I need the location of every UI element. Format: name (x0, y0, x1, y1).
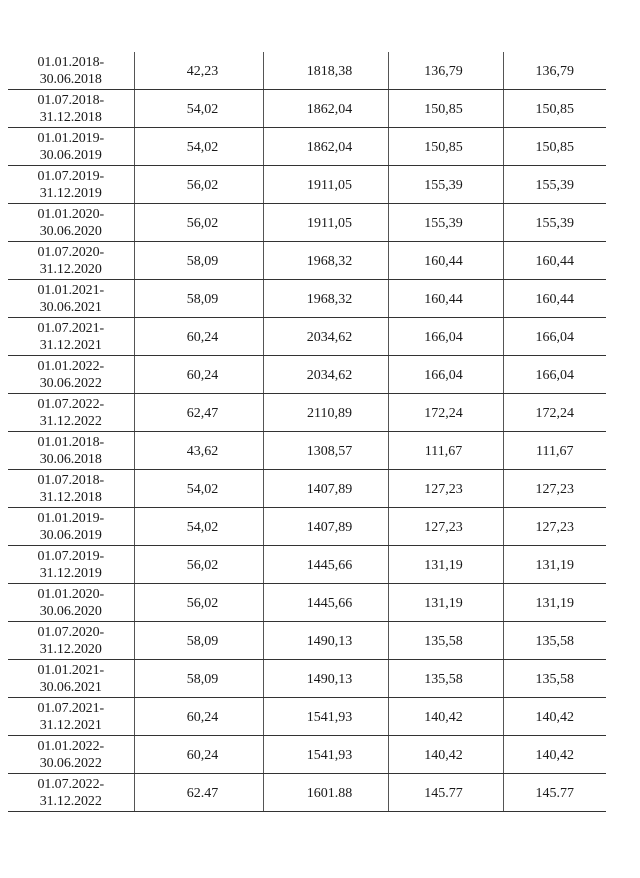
period-start: 01.01.2022- (37, 738, 105, 754)
value-text: 150,85 (535, 101, 574, 117)
table-row (8, 774, 606, 812)
value-text: 155,39 (535, 177, 574, 193)
period-start: 01.01.2021- (37, 662, 105, 678)
table-row (8, 584, 606, 622)
value-cell (134, 774, 263, 812)
value-text: 1541,93 (306, 747, 353, 763)
period-end: 30.06.2018 (39, 451, 102, 467)
value-text: 56,02 (186, 595, 219, 611)
value-text: 1601.88 (306, 785, 353, 801)
table-row (8, 432, 606, 470)
value-cell (503, 128, 606, 166)
period-start: 01.01.2019- (37, 130, 105, 146)
value-text: 62.47 (186, 785, 219, 801)
period-end: 31.12.2019 (39, 185, 102, 201)
value-text: 166,04 (424, 329, 463, 345)
period-start: 01.07.2022- (37, 776, 105, 792)
table-row (8, 698, 606, 736)
value-cell (388, 622, 503, 660)
document-page (8, 52, 606, 812)
value-cell (134, 470, 263, 508)
period-end: 30.06.2020 (39, 223, 102, 239)
value-cell (503, 166, 606, 204)
value-cell (388, 546, 503, 584)
period-start: 01.07.2022- (37, 396, 105, 412)
period-start: 01.01.2020- (37, 206, 105, 222)
period-cell (8, 280, 134, 318)
value-cell (134, 204, 263, 242)
period-start: 01.01.2018- (37, 54, 105, 70)
value-text: 54,02 (186, 139, 219, 155)
table-row (8, 546, 606, 584)
value-text: 56,02 (186, 215, 219, 231)
value-cell (134, 660, 263, 698)
table-row (8, 736, 606, 774)
period-cell (8, 698, 134, 736)
value-text: 58,09 (186, 291, 219, 307)
period-end: 30.06.2019 (39, 527, 102, 543)
value-text: 2034,62 (306, 367, 353, 383)
value-cell (503, 432, 606, 470)
value-cell (503, 508, 606, 546)
value-cell (134, 736, 263, 774)
value-cell (134, 128, 263, 166)
period-end: 31.12.2022 (39, 793, 102, 809)
value-cell (388, 584, 503, 622)
value-cell (134, 584, 263, 622)
period-cell (8, 546, 134, 584)
table-row (8, 318, 606, 356)
value-text: 127,23 (535, 481, 574, 497)
period-start: 01.07.2020- (37, 244, 105, 260)
value-cell (503, 356, 606, 394)
value-text: 160,44 (424, 291, 463, 307)
table-row (8, 128, 606, 166)
value-text: 166,04 (535, 367, 574, 383)
table-row (8, 52, 606, 90)
value-text: 1862,04 (306, 101, 353, 117)
period-start: 01.07.2018- (37, 92, 105, 108)
value-cell (503, 242, 606, 280)
value-text: 58,09 (186, 253, 219, 269)
period-start: 01.01.2020- (37, 586, 105, 602)
value-text: 155,39 (424, 177, 463, 193)
value-text: 166,04 (424, 367, 463, 383)
value-text: 136,79 (535, 63, 574, 79)
value-cell (263, 128, 388, 166)
value-text: 155,39 (535, 215, 574, 231)
value-text: 160,44 (424, 253, 463, 269)
value-text: 150,85 (424, 101, 463, 117)
value-text: 145.77 (535, 785, 574, 801)
value-cell (388, 470, 503, 508)
period-start: 01.07.2020- (37, 624, 105, 640)
period-start: 01.01.2019- (37, 510, 105, 526)
value-text: 56,02 (186, 557, 219, 573)
value-cell (263, 546, 388, 584)
table-row (8, 470, 606, 508)
value-cell (388, 128, 503, 166)
period-end: 31.12.2020 (39, 261, 102, 277)
table-body (8, 52, 606, 812)
value-text: 150,85 (535, 139, 574, 155)
value-cell (134, 432, 263, 470)
value-text: 131,19 (424, 595, 463, 611)
value-text: 1407,89 (306, 481, 353, 497)
value-text: 54,02 (186, 101, 219, 117)
value-cell (263, 204, 388, 242)
value-cell (388, 166, 503, 204)
value-text: 60,24 (186, 367, 219, 383)
value-text: 172,24 (535, 405, 574, 421)
value-text: 135,58 (424, 633, 463, 649)
period-cell (8, 432, 134, 470)
value-cell (263, 394, 388, 432)
value-cell (263, 90, 388, 128)
value-text: 131,19 (535, 557, 574, 573)
value-cell (388, 432, 503, 470)
period-cell (8, 242, 134, 280)
period-cell (8, 52, 134, 90)
value-cell (263, 774, 388, 812)
period-end: 30.06.2022 (39, 755, 102, 771)
period-end: 31.12.2019 (39, 565, 102, 581)
period-end: 31.12.2021 (39, 337, 102, 353)
value-cell (388, 52, 503, 90)
value-text: 42,23 (186, 63, 219, 79)
value-text: 140,42 (535, 747, 574, 763)
value-text: 58,09 (186, 633, 219, 649)
period-end: 31.12.2021 (39, 717, 102, 733)
value-cell (263, 736, 388, 774)
value-cell (503, 546, 606, 584)
table-row (8, 622, 606, 660)
value-text: 1911,05 (307, 177, 352, 193)
period-cell (8, 204, 134, 242)
period-start: 01.07.2021- (37, 700, 105, 716)
value-text: 1911,05 (307, 215, 352, 231)
period-start: 01.07.2021- (37, 320, 105, 336)
value-text: 140,42 (535, 709, 574, 725)
value-text: 127,23 (424, 481, 463, 497)
value-text: 135,58 (535, 633, 574, 649)
value-cell (388, 774, 503, 812)
value-cell (503, 622, 606, 660)
value-text: 166,04 (535, 329, 574, 345)
period-end: 31.12.2020 (39, 641, 102, 657)
value-cell (503, 52, 606, 90)
value-cell (134, 166, 263, 204)
value-cell (388, 394, 503, 432)
value-text: 56,02 (186, 177, 219, 193)
value-cell (263, 622, 388, 660)
value-cell (263, 508, 388, 546)
table-row (8, 242, 606, 280)
value-text: 160,44 (535, 291, 574, 307)
value-cell (503, 584, 606, 622)
value-cell (263, 698, 388, 736)
value-text: 62,47 (186, 405, 219, 421)
table-row (8, 204, 606, 242)
value-cell (134, 52, 263, 90)
value-cell (503, 90, 606, 128)
period-cell (8, 736, 134, 774)
value-text: 172,24 (424, 405, 463, 421)
period-cell (8, 470, 134, 508)
value-cell (263, 356, 388, 394)
period-cell (8, 318, 134, 356)
value-cell (503, 736, 606, 774)
value-text: 1862,04 (306, 139, 353, 155)
value-cell (388, 698, 503, 736)
value-cell (503, 698, 606, 736)
value-cell (263, 584, 388, 622)
value-text: 60,24 (186, 709, 219, 725)
value-cell (134, 546, 263, 584)
value-cell (263, 432, 388, 470)
period-cell (8, 128, 134, 166)
value-cell (263, 280, 388, 318)
period-end: 30.06.2019 (39, 147, 102, 163)
period-cell (8, 90, 134, 128)
value-cell (503, 318, 606, 356)
period-cell (8, 622, 134, 660)
period-cell (8, 584, 134, 622)
value-text: 43,62 (186, 443, 219, 459)
value-cell (134, 622, 263, 660)
value-text: 1407,89 (306, 519, 353, 535)
value-text: 1541,93 (306, 709, 353, 725)
value-cell (503, 774, 606, 812)
value-cell (134, 318, 263, 356)
value-text: 1968,32 (306, 291, 353, 307)
value-text: 1490,13 (306, 671, 353, 687)
value-text: 140,42 (424, 709, 463, 725)
value-text: 136,79 (424, 63, 463, 79)
value-cell (388, 660, 503, 698)
value-cell (134, 356, 263, 394)
value-cell (388, 508, 503, 546)
period-end: 30.06.2021 (39, 299, 102, 315)
period-cell (8, 394, 134, 432)
value-text: 111,67 (536, 443, 574, 459)
period-cell (8, 166, 134, 204)
value-text: 1445,66 (306, 595, 353, 611)
value-text: 155,39 (424, 215, 463, 231)
value-text: 127,23 (424, 519, 463, 535)
value-cell (263, 470, 388, 508)
value-cell (263, 660, 388, 698)
table-row (8, 280, 606, 318)
value-cell (388, 280, 503, 318)
period-end: 30.06.2021 (39, 679, 102, 695)
period-end: 31.12.2022 (39, 413, 102, 429)
period-end: 30.06.2020 (39, 603, 102, 619)
value-cell (263, 242, 388, 280)
value-cell (134, 280, 263, 318)
value-cell (263, 318, 388, 356)
value-text: 54,02 (186, 519, 219, 535)
value-text: 60,24 (186, 747, 219, 763)
value-text: 127,23 (535, 519, 574, 535)
value-text: 135,58 (535, 671, 574, 687)
value-cell (134, 508, 263, 546)
value-cell (388, 242, 503, 280)
period-cell (8, 508, 134, 546)
value-text: 140,42 (424, 747, 463, 763)
value-text: 58,09 (186, 671, 219, 687)
value-cell (388, 736, 503, 774)
value-cell (388, 204, 503, 242)
table-row (8, 508, 606, 546)
value-cell (503, 204, 606, 242)
table-row (8, 90, 606, 128)
value-cell (503, 470, 606, 508)
period-cell (8, 356, 134, 394)
value-cell (134, 242, 263, 280)
value-text: 150,85 (424, 139, 463, 155)
value-text: 145.77 (424, 785, 463, 801)
period-cell (8, 660, 134, 698)
value-text: 131,19 (424, 557, 463, 573)
value-cell (503, 280, 606, 318)
table-row (8, 356, 606, 394)
value-text: 131,19 (535, 595, 574, 611)
value-text: 1308,57 (306, 443, 353, 459)
table-row (8, 660, 606, 698)
value-cell (503, 394, 606, 432)
period-start: 01.07.2019- (37, 168, 105, 184)
value-text: 2110,89 (307, 405, 352, 421)
value-text: 111,67 (424, 443, 463, 459)
value-text: 1818,38 (306, 63, 353, 79)
value-text: 135,58 (424, 671, 463, 687)
period-start: 01.01.2021- (37, 282, 105, 298)
value-text: 160,44 (535, 253, 574, 269)
value-text: 1968,32 (306, 253, 353, 269)
value-text: 1445,66 (306, 557, 353, 573)
period-end: 31.12.2018 (39, 109, 102, 125)
value-cell (388, 318, 503, 356)
value-cell (263, 52, 388, 90)
table-row (8, 394, 606, 432)
value-cell (388, 90, 503, 128)
value-cell (134, 90, 263, 128)
value-cell (134, 698, 263, 736)
period-start: 01.01.2022- (37, 358, 105, 374)
value-text: 2034,62 (306, 329, 353, 345)
value-cell (263, 166, 388, 204)
period-cell (8, 774, 134, 812)
period-start: 01.01.2018- (37, 434, 105, 450)
tariff-table (8, 52, 606, 812)
value-text: 60,24 (186, 329, 219, 345)
table-row (8, 166, 606, 204)
period-end: 30.06.2022 (39, 375, 102, 391)
period-start: 01.07.2018- (37, 472, 105, 488)
period-end: 30.06.2018 (39, 71, 102, 87)
period-start: 01.07.2019- (37, 548, 105, 564)
value-cell (388, 356, 503, 394)
value-cell (503, 660, 606, 698)
value-text: 1490,13 (306, 633, 353, 649)
value-text: 54,02 (186, 481, 219, 497)
value-cell (134, 394, 263, 432)
period-end: 31.12.2018 (39, 489, 102, 505)
